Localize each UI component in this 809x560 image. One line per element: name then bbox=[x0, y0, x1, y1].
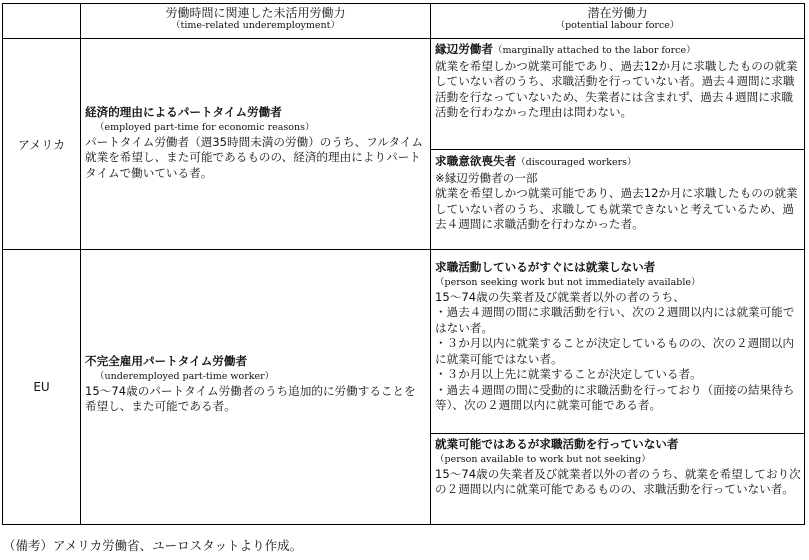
eu-time-related bbox=[81, 354, 430, 415]
usa-time-related bbox=[81, 105, 430, 181]
country-label: アメリカ bbox=[17, 137, 66, 152]
usa-time-related-body: パートタイム労働者（週35時間未満の労働）のうち、フルタイム就業を希望し、また可能であるものの、経済的理由によりパートタイムで働いている者。 bbox=[85, 134, 423, 180]
eu-seeking-en: （person seeking work but not immediately available） bbox=[435, 276, 701, 288]
usa-discouraged-note: ※縁辺労働者の一部 bbox=[435, 170, 538, 185]
header-time-related-jp: 労働時間に関連した未活用労働力 bbox=[165, 6, 346, 20]
header-potential bbox=[431, 6, 804, 38]
row-divider bbox=[3, 249, 804, 250]
comparison-table bbox=[2, 3, 805, 525]
column-divider bbox=[80, 4, 81, 524]
header-time-related-en: （time-related underemployment） bbox=[171, 20, 340, 31]
header-potential-en: （potential labour force） bbox=[555, 20, 680, 31]
usa-discouraged-title: 求職意欲喪失者 bbox=[435, 154, 517, 168]
usa-discouraged-body: 就業を希望しかつ就業可能であり、過去12か月に求職したものの就業していない者のうち、求職しても就業できないと考えているため、過去４週間に求職活動を行わなかった者。 bbox=[435, 186, 798, 231]
usa-time-related-title: 経済的理由によるパートタイム労働者 bbox=[85, 105, 282, 119]
eu-seeking-bullet: ・過去４週間の間に求職活動を行い、次の２週間以内には就業可能ではない者。 bbox=[435, 305, 795, 335]
eu-seeking-bullet: ・過去４週間の間に受動的に求職活動を行っており（面接の結果待ち等）、次の２週間以内に就業可能である者。 bbox=[435, 382, 795, 412]
usa-time-related-en: （employed part-time for economic reasons） bbox=[95, 121, 315, 133]
eu-available-en: （person available to work but not seeking） bbox=[435, 453, 651, 465]
header-time-related bbox=[81, 6, 430, 38]
eu-seeking-bullet: ・３か月以上先に就業することが決定している者。 bbox=[435, 367, 702, 381]
country-label: EU bbox=[33, 380, 50, 394]
header-divider bbox=[3, 38, 804, 39]
usa-discouraged bbox=[431, 154, 804, 233]
eu-seeking-intro: 15～74歳の失業者及び就業者以外の者のうち、 bbox=[435, 289, 685, 304]
eu-available-not-seeking bbox=[431, 437, 804, 498]
row-divider bbox=[431, 149, 804, 150]
eu-available-body: 15～74歳の失業者及び就業者以外の者のうち、就業を希望しており次の２週間以内に就業可能であるものの、求職活動を行っていない者。 bbox=[435, 466, 801, 496]
country-eu bbox=[3, 250, 80, 524]
usa-marginal-title: 縁辺労働者 bbox=[435, 42, 493, 56]
eu-seeking-not-available bbox=[431, 260, 804, 414]
usa-marginal bbox=[431, 42, 804, 121]
usa-marginal-body: 就業を希望しかつ就業可能であり、過去12か月に求職したものの就業していない者のうち、求職活動を行っていない者。過去４週間に求職活動を行なっていないため、失業者には含まれず、過去４週間に求職活動を行わなかった理由は問わない。 bbox=[435, 58, 798, 119]
header-potential-jp: 潜在労働力 bbox=[587, 6, 648, 20]
eu-time-related-body: 15～74歳のパートタイム労働者のうち追加的に労働することを希望し、また可能である者。 bbox=[85, 383, 416, 413]
eu-time-related-title: 不完全雇用パートタイム労働者 bbox=[85, 354, 248, 368]
source-note: （備考）アメリカ労働省、ユーロスタットより作成。 bbox=[3, 538, 303, 553]
row-divider bbox=[431, 433, 804, 434]
eu-available-title: 就業可能ではあるが求職活動を行っていない者 bbox=[435, 437, 679, 451]
usa-discouraged-en: （discouraged workers） bbox=[516, 157, 637, 168]
usa-marginal-en: （marginally attached to the labor force） bbox=[492, 45, 696, 56]
eu-seeking-title: 求職活動しているがすぐには就業しない者 bbox=[435, 260, 656, 274]
country-usa bbox=[3, 39, 80, 249]
eu-time-related-en: （underemployed part-time worker） bbox=[95, 370, 275, 382]
eu-seeking-bullet: ・３か月以内に就業することが決定しているものの、次の２週間以内に就業可能ではない者。 bbox=[435, 336, 794, 366]
